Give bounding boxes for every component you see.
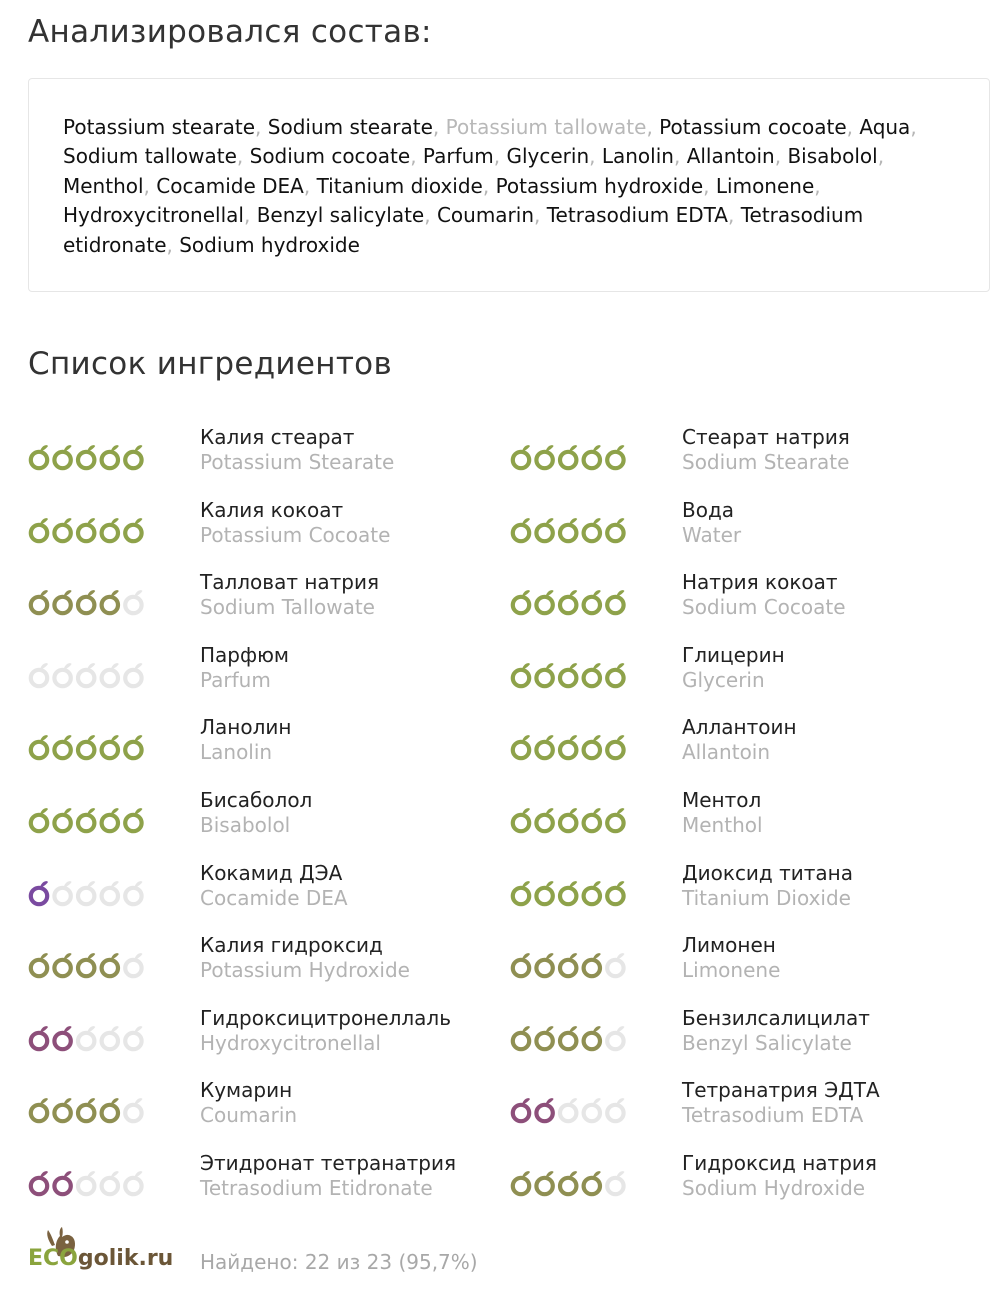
ingredient-name-ru: Гидроксицитронеллаль: [200, 1005, 451, 1030]
rating-drop-icon: [536, 808, 553, 831]
rating-drop-icon: [31, 808, 48, 831]
rating-drop-icon: [125, 445, 142, 468]
rating-drop-icon: [125, 590, 142, 613]
composition-ingredient[interactable]: Aqua: [859, 115, 911, 139]
rating-drop-icon: [536, 518, 553, 541]
rating-drop-icon: [560, 590, 577, 613]
rating-drop-icon: [78, 735, 95, 758]
rating-drop-icon: [54, 590, 71, 613]
ingredient-name-ru: Кокамид ДЭА: [200, 860, 343, 885]
composition-ingredient[interactable]: Tetrasodium etidronate: [63, 203, 864, 257]
rating-drop-icon: [560, 1171, 577, 1194]
ingredient-item[interactable]: [510, 1151, 992, 1210]
composition-separator: ,: [534, 203, 547, 228]
ingredient-item[interactable]: [510, 497, 992, 557]
rating-drop-icon: [607, 808, 624, 831]
rating-drop-icon: [54, 1098, 71, 1121]
rating-drop-icon: [54, 881, 71, 904]
composition-ingredient[interactable]: Cocamide DEA: [156, 173, 304, 198]
composition-separator: ,: [482, 173, 496, 198]
composition-separator: ,: [774, 144, 788, 169]
ingredient-item[interactable]: [510, 860, 992, 920]
composition-separator: ,: [727, 203, 741, 228]
rating-drop-icon: [31, 590, 48, 613]
ingredient-name-ru: Этидронат тетранатрия: [200, 1151, 456, 1175]
rating-drop-icon: [513, 735, 530, 758]
rating-drop-icon: [102, 808, 119, 831]
composition-separator: ,: [424, 203, 437, 228]
composition-separator: ,: [410, 144, 423, 169]
rating-drop-icon: [536, 1171, 553, 1194]
safety-rating: [28, 587, 146, 617]
rating-drop-icon: [607, 1098, 624, 1121]
rating-drop-icon: [536, 590, 553, 613]
rating-drop-icon: [560, 1098, 577, 1121]
ingredient-name-en: Menthol: [682, 813, 763, 837]
ingredient-item[interactable]: [510, 1005, 992, 1065]
ingredient-name-en: Sodium Tallowate: [200, 595, 375, 620]
rating-drop-icon: [513, 808, 530, 831]
composition-separator: ,: [255, 115, 268, 139]
rating-drop-icon: [560, 518, 577, 541]
rating-drop-icon: [513, 1026, 530, 1049]
ingredient-name-ru: Ланолин: [200, 715, 292, 740]
rating-drop-icon: [513, 445, 530, 468]
ingredient-item[interactable]: [28, 1078, 510, 1137]
safety-rating: [28, 515, 146, 545]
rating-drop-icon: [536, 953, 553, 976]
rating-drop-icon: [31, 445, 48, 468]
rating-drop-icon: [560, 1026, 577, 1049]
safety-rating: [510, 587, 628, 617]
rating-drop-icon: [536, 735, 553, 758]
safety-rating: [28, 1095, 146, 1125]
ingredient-name-ru: Калия стеарат: [200, 425, 355, 449]
ingredient-item[interactable]: [28, 860, 510, 920]
composition-ingredient[interactable]: Limonene: [715, 173, 815, 198]
rating-drop-icon: [536, 1098, 553, 1121]
ingredient-name-en: Sodium Cocoate: [682, 595, 846, 620]
rating-drop-icon: [78, 1171, 95, 1194]
ingredient-item[interactable]: [28, 642, 510, 702]
rating-drop-icon: [102, 1171, 119, 1194]
composition-separator: ,: [166, 232, 180, 257]
safety-rating: [510, 515, 628, 545]
ingredient-name-ru: Талловат натрия: [200, 570, 380, 595]
composition-ingredient[interactable]: Benzyl salicylate: [256, 203, 425, 228]
safety-rating: [28, 805, 146, 835]
safety-rating: [510, 1023, 628, 1053]
safety-rating: [28, 950, 146, 980]
composition-ingredient[interactable]: Glycerin: [506, 144, 590, 169]
rating-drop-icon: [125, 1098, 142, 1121]
ingredient-item[interactable]: [510, 570, 992, 629]
rating-drop-icon: [78, 881, 95, 904]
rating-drop-icon: [31, 1171, 48, 1194]
logo-eco: ECO: [28, 1246, 78, 1271]
rating-drop-icon: [607, 1026, 624, 1049]
rating-drop-icon: [31, 1026, 48, 1049]
rating-drop-icon: [102, 953, 119, 976]
rating-drop-icon: [125, 1171, 142, 1194]
rating-drop-icon: [560, 881, 577, 904]
rating-drop-icon: [102, 518, 119, 541]
rating-drop-icon: [607, 953, 624, 976]
rating-drop-icon: [607, 735, 624, 758]
rating-drop-icon: [102, 590, 119, 613]
ingredient-name-ru: Калия гидроксид: [200, 933, 383, 958]
rating-drop-icon: [78, 445, 95, 468]
ingredient-name-ru: Гидроксид натрия: [682, 1151, 877, 1175]
safety-rating: [510, 1095, 628, 1125]
rating-drop-icon: [125, 663, 142, 686]
ingredients-list-title: Список ингредиентов: [28, 346, 393, 382]
rating-drop-icon: [125, 953, 142, 976]
rating-drop-icon: [102, 445, 119, 468]
ingredient-item[interactable]: [510, 642, 992, 702]
rating-drop-icon: [560, 953, 577, 976]
composition-separator: ,: [646, 115, 660, 139]
rating-drop-icon: [31, 881, 48, 904]
ingredient-name-en: Cocamide DEA: [200, 885, 348, 910]
ingredient-name-ru: Натрия кокоат: [682, 570, 838, 595]
composition-separator: ,: [432, 115, 446, 139]
ingredient-item[interactable]: [510, 1078, 992, 1137]
rating-drop-icon: [607, 590, 624, 613]
ingredient-name-en: Bisabolol: [200, 813, 291, 837]
safety-rating: [28, 878, 146, 908]
ingredient-name-ru: Кумарин: [200, 1078, 293, 1103]
rating-drop-icon: [54, 808, 71, 831]
rating-drop-icon: [31, 735, 48, 758]
rating-drop-icon: [536, 445, 553, 468]
rating-drop-icon: [78, 808, 95, 831]
ingredient-name-en: Sodium Stearate: [682, 450, 850, 474]
composition-ingredient[interactable]: Potassium cocoate: [659, 115, 847, 139]
rating-drop-icon: [560, 663, 577, 686]
safety-rating: [510, 732, 628, 762]
rating-drop-icon: [102, 881, 119, 904]
rating-drop-icon: [560, 735, 577, 758]
rating-drop-icon: [54, 953, 71, 976]
ingredient-item[interactable]: [510, 425, 992, 484]
rating-drop-icon: [584, 1171, 601, 1194]
rating-drop-icon: [560, 808, 577, 831]
rating-drop-icon: [125, 735, 142, 758]
composition-ingredient[interactable]: Titanium dioxide: [316, 173, 483, 198]
rating-drop-icon: [102, 663, 119, 686]
ingredient-name-ru: Бензилсалицилат: [682, 1005, 870, 1030]
composition-separator: ,: [846, 115, 860, 139]
rating-drop-icon: [31, 663, 48, 686]
safety-rating: [28, 660, 146, 690]
rating-drop-icon: [584, 1098, 601, 1121]
safety-rating: [28, 442, 146, 472]
rating-drop-icon: [584, 735, 601, 758]
ingredient-name-en: Tetrasodium EDTA: [682, 1103, 864, 1128]
composition-separator: ,: [303, 173, 317, 198]
ingredient-item[interactable]: [28, 933, 510, 992]
rating-drop-icon: [78, 1098, 95, 1121]
ingredient-name-en: Lanolin: [200, 740, 273, 765]
ecogolik-logo[interactable]: [28, 1226, 178, 1278]
logo-text: [28, 1246, 173, 1271]
composition-ingredient[interactable]: Bisabolol: [787, 144, 878, 169]
ingredient-item[interactable]: [510, 715, 992, 774]
rating-drop-icon: [513, 590, 530, 613]
ingredient-name-en: Titanium Dioxide: [682, 885, 851, 910]
rating-drop-icon: [125, 518, 142, 541]
composition-ingredient[interactable]: Potassium stearate: [63, 115, 256, 139]
rating-drop-icon: [54, 445, 71, 468]
ingredient-name-en: Benzyl Salicylate: [682, 1030, 852, 1055]
rating-drop-icon: [536, 881, 553, 904]
ingredient-name-en: Limonene: [682, 958, 781, 983]
ingredient-name-ru: Лимонен: [682, 933, 776, 958]
analysis-title: Анализировался состав:: [28, 14, 432, 50]
ingredient-name-ru: Калия кокоат: [200, 497, 344, 522]
ingredient-item[interactable]: [28, 425, 510, 484]
rating-drop-icon: [584, 881, 601, 904]
ingredient-name-ru: Аллантоин: [682, 715, 797, 740]
ingredient-name-ru: Тетранатрия ЭДТА: [682, 1078, 880, 1103]
composition-ingredient[interactable]: Parfum: [422, 144, 494, 169]
ingredient-name-en: Sodium Hydroxide: [682, 1176, 866, 1200]
safety-rating: [510, 1168, 628, 1198]
ingredient-item[interactable]: [28, 715, 510, 774]
rating-drop-icon: [54, 663, 71, 686]
ingredient-name-ru: Вода: [682, 497, 735, 522]
rating-drop-icon: [31, 518, 48, 541]
safety-rating: [28, 1023, 146, 1053]
rating-drop-icon: [513, 663, 530, 686]
rating-drop-icon: [513, 1171, 530, 1194]
composition-ingredient[interactable]: Lanolin: [601, 144, 674, 169]
safety-rating: [28, 732, 146, 762]
rating-drop-icon: [513, 881, 530, 904]
rating-drop-icon: [102, 1026, 119, 1049]
rating-drop-icon: [584, 1026, 601, 1049]
ingredient-item[interactable]: [28, 788, 510, 847]
ingredient-item[interactable]: [510, 788, 992, 847]
ingredient-item[interactable]: [28, 1151, 510, 1210]
rating-drop-icon: [31, 953, 48, 976]
ingredient-name-ru: Глицерин: [682, 642, 785, 667]
rating-drop-icon: [584, 590, 601, 613]
rating-drop-icon: [584, 953, 601, 976]
composition-ingredient[interactable]: Coumarin: [436, 203, 535, 228]
rating-drop-icon: [78, 590, 95, 613]
rating-drop-icon: [584, 445, 601, 468]
ingredient-name-en: Coumarin: [200, 1103, 298, 1128]
composition-separator: ,: [877, 144, 885, 169]
ingredient-item[interactable]: [510, 933, 992, 992]
rating-drop-icon: [513, 1098, 530, 1121]
rating-drop-icon: [536, 663, 553, 686]
composition-separator: ,: [143, 173, 157, 198]
safety-rating: [28, 1168, 146, 1198]
ingredient-name-ru: Ментол: [682, 788, 762, 812]
rating-drop-icon: [78, 1026, 95, 1049]
ingredient-name-ru: Парфюм: [200, 642, 290, 667]
safety-rating: [510, 805, 628, 835]
ingredient-item[interactable]: [28, 1005, 510, 1065]
composition-ingredient[interactable]: Sodium tallowate: [63, 144, 237, 169]
ingredient-name-en: Parfum: [200, 667, 271, 692]
rating-drop-icon: [125, 1026, 142, 1049]
ingredient-name-en: Glycerin: [682, 667, 765, 692]
rating-drop-icon: [584, 663, 601, 686]
rating-drop-icon: [607, 1171, 624, 1194]
rating-drop-icon: [54, 518, 71, 541]
found-summary: Найдено: 22 из 23 (95,7%): [200, 1250, 478, 1274]
rating-drop-icon: [125, 808, 142, 831]
composition-ingredient[interactable]: Menthol: [63, 173, 144, 198]
rating-drop-icon: [513, 518, 530, 541]
ingredient-name-en: Potassium Stearate: [200, 450, 395, 474]
composition-separator: ,: [910, 115, 917, 139]
composition-ingredient[interactable]: Sodium stearate: [267, 115, 433, 139]
rating-drop-icon: [513, 953, 530, 976]
ingredient-name-en: Tetrasodium Etidronate: [200, 1176, 433, 1200]
composition-separator: ,: [243, 203, 257, 228]
composition-separator: ,: [589, 144, 602, 169]
rating-drop-icon: [78, 663, 95, 686]
rating-drop-icon: [560, 445, 577, 468]
composition-separator: ,: [236, 144, 250, 169]
rating-drop-icon: [607, 518, 624, 541]
safety-rating: [510, 660, 628, 690]
rating-drop-icon: [607, 663, 624, 686]
rating-drop-icon: [584, 808, 601, 831]
composition-ingredient[interactable]: Allantoin: [686, 144, 775, 169]
safety-rating: [510, 442, 628, 472]
rating-drop-icon: [54, 1026, 71, 1049]
rating-drop-icon: [102, 735, 119, 758]
composition-separator: ,: [673, 144, 687, 169]
ingredient-name-en: Potassium Hydroxide: [200, 958, 410, 983]
composition-separator: ,: [703, 173, 716, 198]
ingredient-name-en: Hydroxycitronellal: [200, 1030, 381, 1055]
rating-drop-icon: [102, 1098, 119, 1121]
ingredient-name-en: Potassium Cocoate: [200, 522, 391, 547]
ingredient-name-ru: Стеарат натрия: [682, 425, 850, 449]
safety-rating: [510, 950, 628, 980]
rating-drop-icon: [54, 1171, 71, 1194]
safety-rating: [510, 878, 628, 908]
logo-rest: golik.ru: [77, 1246, 174, 1271]
rating-drop-icon: [54, 735, 71, 758]
ingredient-item[interactable]: [28, 570, 510, 629]
composition-ingredient[interactable]: Sodium hydroxide: [179, 232, 360, 257]
ingredient-name-ru: Бисаболол: [200, 788, 313, 812]
rating-drop-icon: [607, 445, 624, 468]
rating-drop-icon: [584, 518, 601, 541]
ingredient-name-ru: Диоксид титана: [682, 860, 854, 885]
ingredient-name-en: Allantoin: [682, 740, 771, 765]
composition-separator: ,: [814, 173, 821, 198]
composition-ingredient[interactable]: Sodium cocoate: [249, 144, 411, 169]
rating-drop-icon: [31, 1098, 48, 1121]
composition-ingredient[interactable]: Potassium tallowate: [445, 115, 647, 139]
ingredient-name-en: Water: [682, 522, 742, 547]
ingredient-item[interactable]: [28, 497, 510, 557]
rating-drop-icon: [607, 881, 624, 904]
composition-ingredient[interactable]: Tetrasodium EDTA: [546, 203, 728, 228]
composition-separator: ,: [493, 144, 507, 169]
rating-drop-icon: [78, 518, 95, 541]
rating-drop-icon: [536, 1026, 553, 1049]
composition-ingredient[interactable]: Hydroxycitronellal: [63, 203, 244, 228]
rating-drop-icon: [125, 881, 142, 904]
rating-drop-icon: [78, 953, 95, 976]
composition-ingredient[interactable]: Potassium hydroxide: [495, 173, 704, 198]
